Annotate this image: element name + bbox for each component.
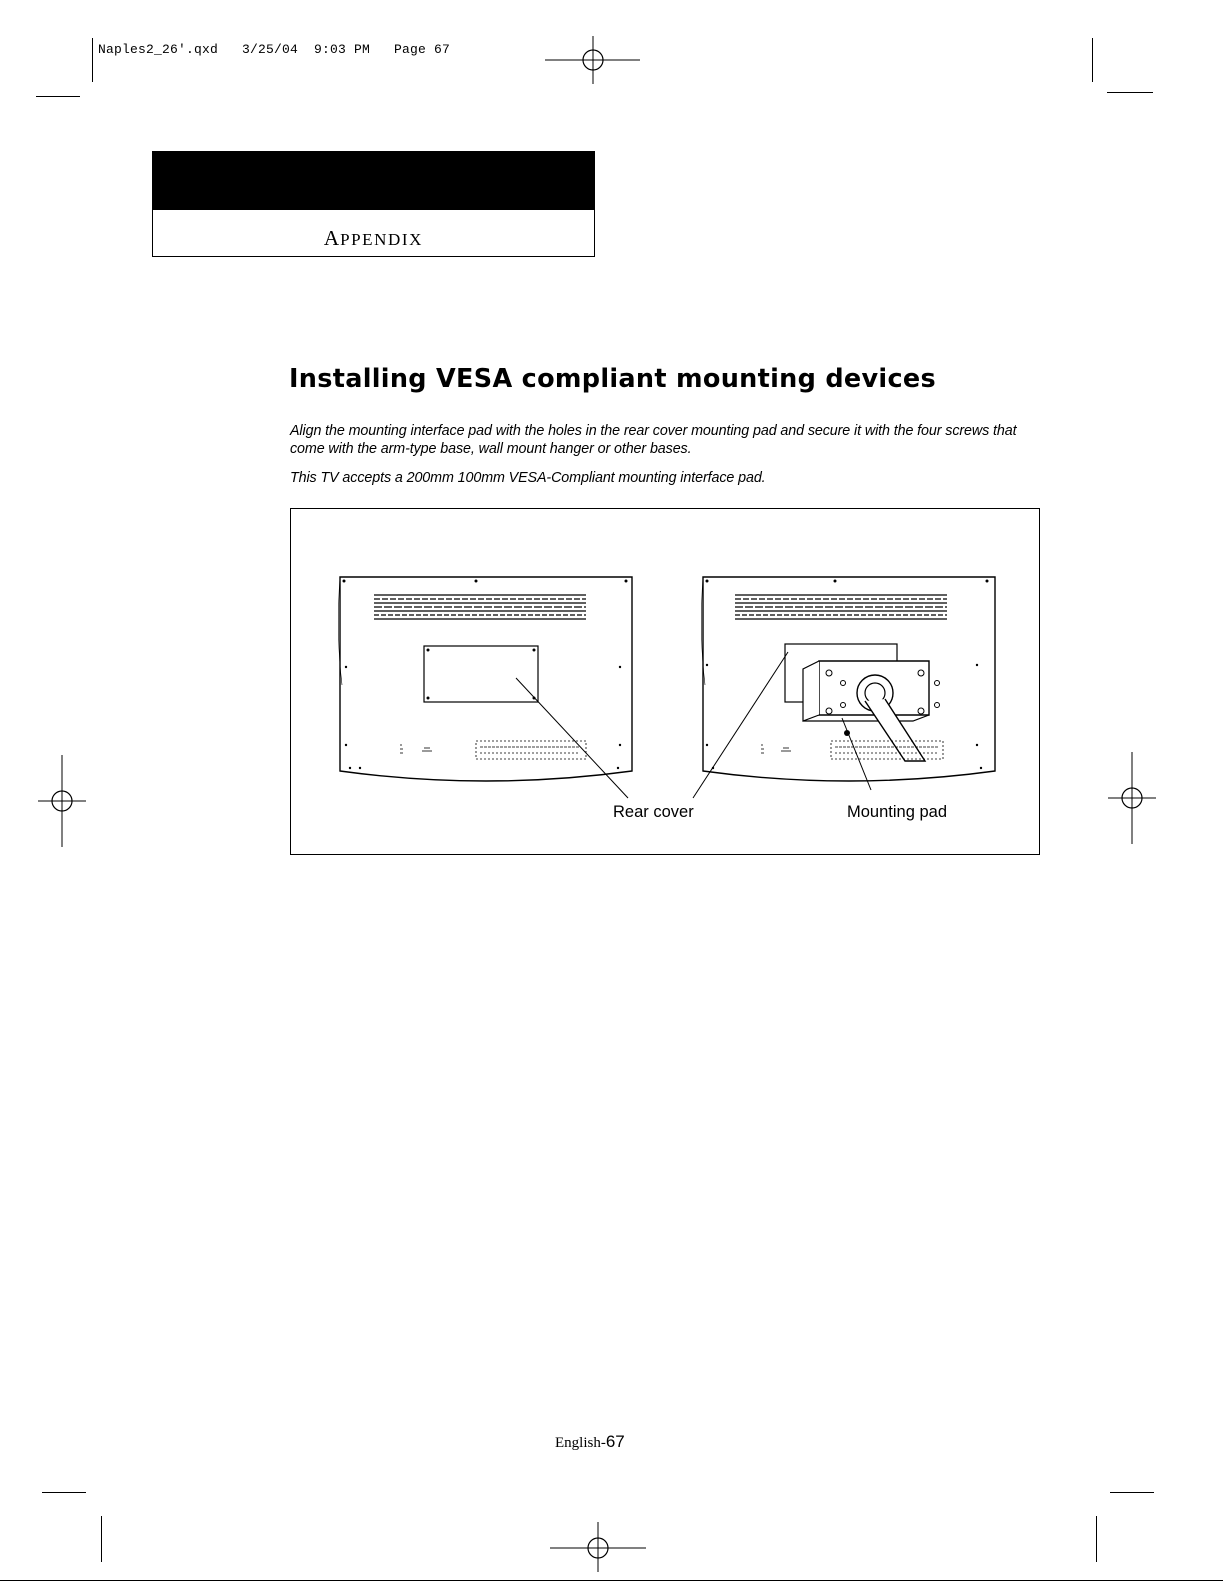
page-number: 67 <box>605 1432 625 1451</box>
page-footer <box>555 1432 625 1452</box>
section-header-rest: PPENDIX <box>340 230 424 249</box>
instruction-paragraph: Align the mounting interface pad with the holes in the rear cover mounting pad and secure it with the four screws that come with the arm-type base, wall mount hanger or other bases. <box>290 423 1017 457</box>
footer-language: English- <box>555 1435 606 1451</box>
printer-slug: Naples2_26'.qxd 3/25/04 9:03 PM Page 67 <box>98 42 451 57</box>
vesa-spec-paragraph: This TV accepts a 200mm 100mm VESA-Compliant mounting interface pad. <box>290 470 766 486</box>
rear-cover-label: Rear cover <box>613 803 694 821</box>
section-header-initial: A <box>323 226 341 250</box>
mounting-pad-label: Mounting pad <box>847 803 947 821</box>
page-title: Installing VESA compliant mounting devices <box>289 364 936 394</box>
